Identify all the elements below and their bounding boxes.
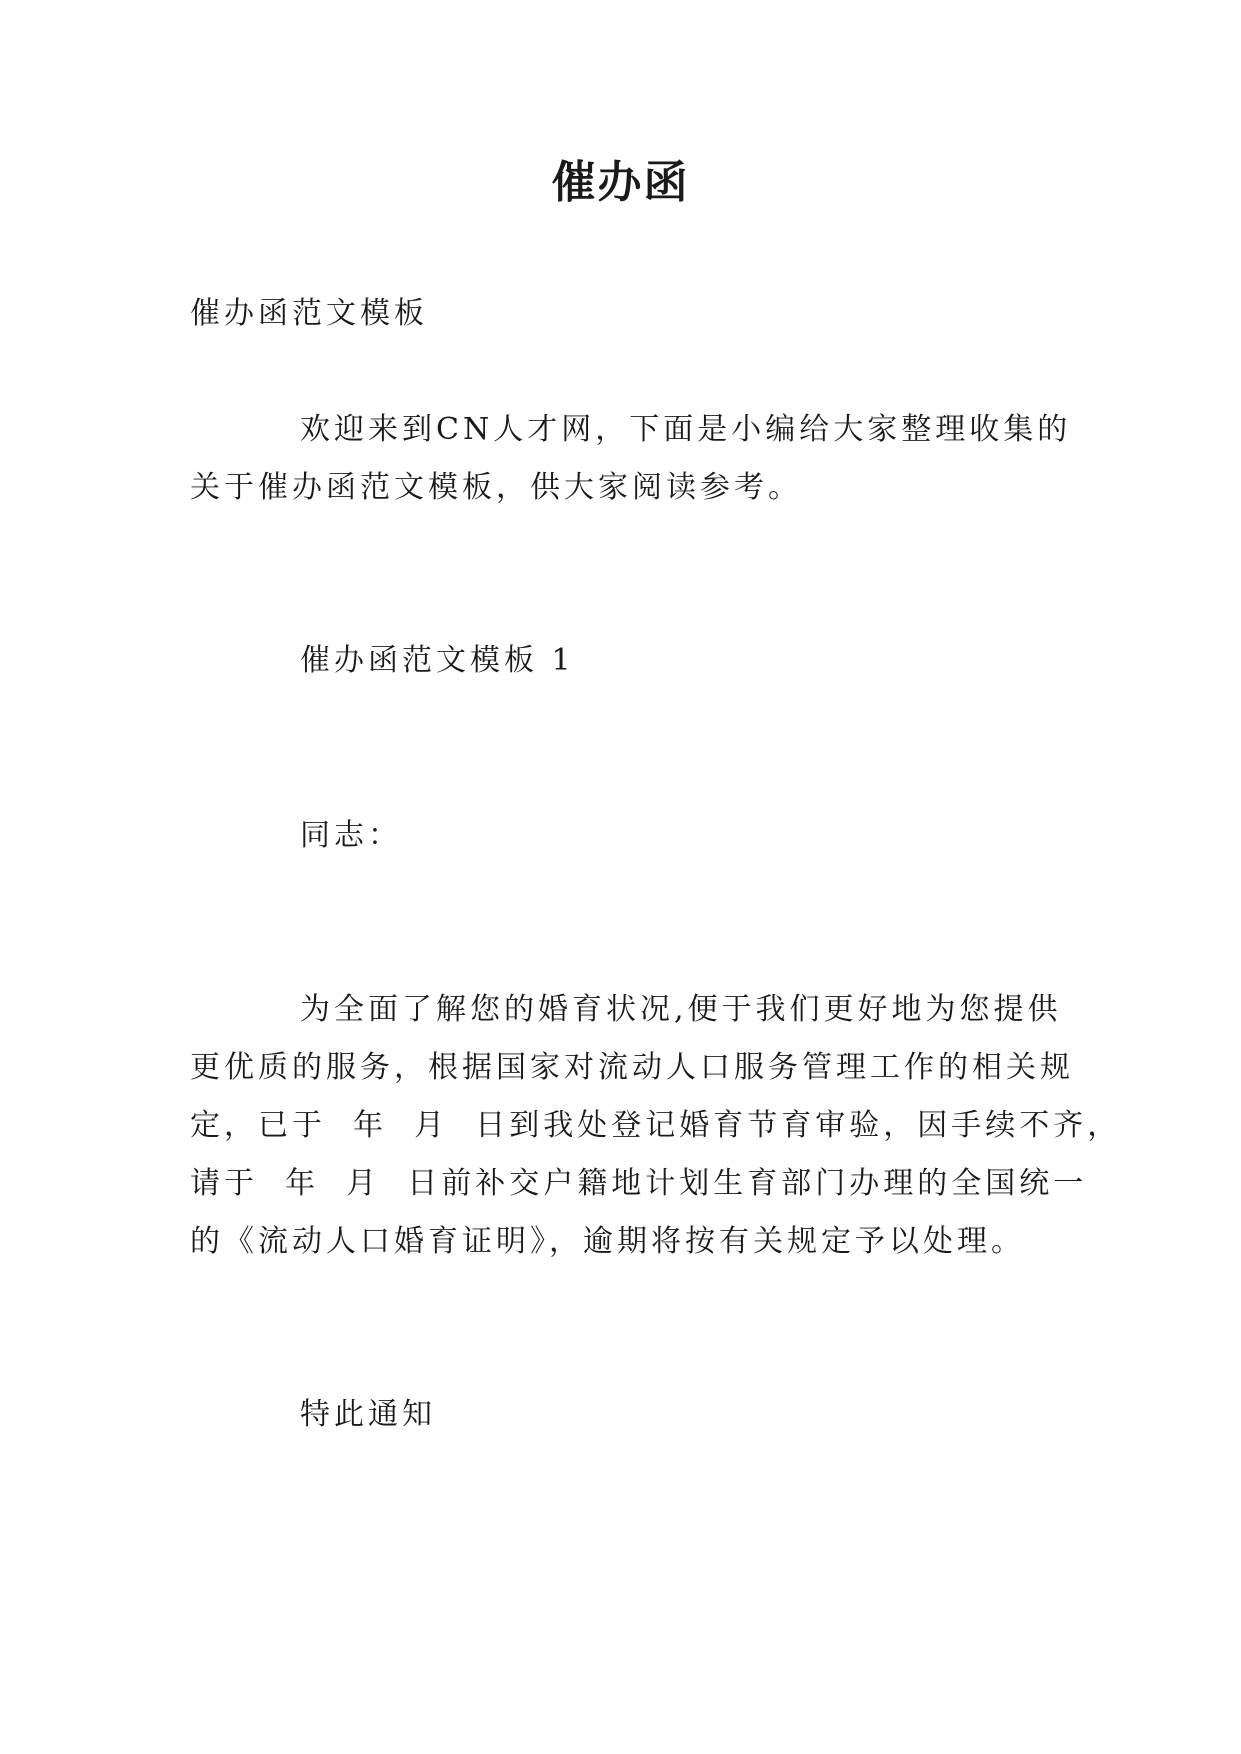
- body-line-3: 定，已于 年 月 日到我处登记婚育节育审验，因手续不齐，: [190, 1108, 1122, 1143]
- document-title: 催办函: [551, 157, 690, 208]
- closing: 特此通知: [300, 1397, 436, 1432]
- body-line-1: 为全面了解您的婚育状况,便于我们更好地为您提供: [300, 992, 1062, 1027]
- intro-line-1: 欢迎来到CN人才网，下面是小编给大家整理收集的: [300, 412, 1072, 447]
- body-line-5: 的《流动人口婚育证明》，逾期将按有关规定予以处理。: [190, 1224, 1025, 1259]
- section-heading: 催办函范文模板 1: [300, 643, 575, 678]
- body-line-4: 请于 年 月 日前补交户籍地计划生育部门办理的全国统一: [190, 1166, 1088, 1201]
- document-subtitle: 催办函范文模板: [190, 296, 428, 331]
- intro-line-2: 关于催办函范文模板，供大家阅读参考。: [190, 470, 802, 505]
- salutation: 同志：: [300, 818, 402, 853]
- body-line-2: 更优质的服务，根据国家对流动人口服务管理工作的相关规: [190, 1050, 1074, 1085]
